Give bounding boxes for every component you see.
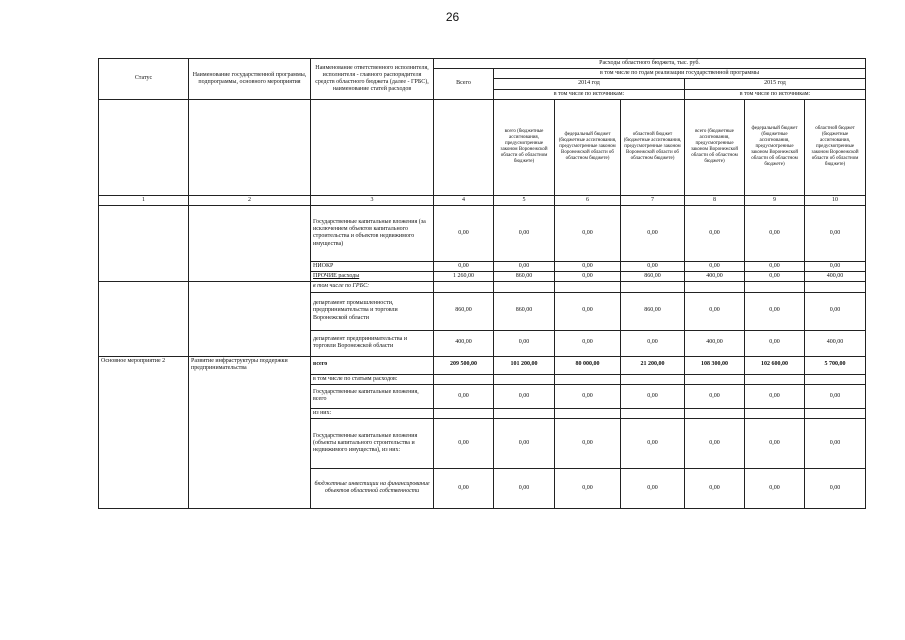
cell-value: 0,00 <box>745 272 805 282</box>
header-status: Статус <box>99 59 189 100</box>
header-col9: федеральный бюджет (бюджетные ассигнования, предусмотренные законом Воронежской области об областном бюджете) <box>745 99 805 195</box>
cell-value: 400,00 <box>434 330 494 356</box>
col-number: 1 <box>99 195 189 205</box>
cell-value: 0,00 <box>555 205 621 261</box>
table-row <box>99 282 866 292</box>
header-year-2015: 2015 год <box>685 79 866 89</box>
row-label: ПРОЧИЕ расходы <box>311 272 434 282</box>
cell-value: 860,00 <box>494 292 555 330</box>
cell-value: 0,00 <box>494 205 555 261</box>
row-label: Государственные капитальные вложения, всего <box>311 384 434 408</box>
row-label: всего <box>311 356 434 374</box>
col-number: 4 <box>434 195 494 205</box>
cell-value: 400,00 <box>805 330 866 356</box>
cell-value: 0,00 <box>745 418 805 468</box>
cell-value: 0,00 <box>494 330 555 356</box>
cell-value: 0,00 <box>685 468 745 508</box>
cell-value: 0,00 <box>555 468 621 508</box>
header-program-name: Наименование государственной программы, подпрограммы, основного мероприятия <box>189 59 311 100</box>
cell-value: 400,00 <box>685 272 745 282</box>
cell-value: 0,00 <box>805 292 866 330</box>
row-label: в том числе по ГРБС: <box>311 282 434 292</box>
table-row <box>99 356 866 374</box>
cell-value: 400,00 <box>805 272 866 282</box>
row-label: департамент промышленности, предпринимательства и торговли Воронежской области <box>311 292 434 330</box>
row-label: НИОКР <box>311 261 434 271</box>
table-row <box>99 205 866 261</box>
cell-value: 0,00 <box>621 261 685 271</box>
col-number: 7 <box>621 195 685 205</box>
row-label: в том числе по статьям расходов: <box>311 374 434 384</box>
cell-value: 0,00 <box>621 418 685 468</box>
cell-value: 0,00 <box>434 261 494 271</box>
cell-value: 1 260,00 <box>434 272 494 282</box>
col-number: 5 <box>494 195 555 205</box>
cell-value: 0,00 <box>621 205 685 261</box>
cell-value: 0,00 <box>745 261 805 271</box>
col-number: 10 <box>805 195 866 205</box>
cell-value: 0,00 <box>494 384 555 408</box>
header-col10: областной бюджет (бюджетные ассигнования, предусмотренные законом Воронежской области об областном бюджете) <box>805 99 866 195</box>
cell-value: 0,00 <box>685 261 745 271</box>
cell-value: 0,00 <box>494 261 555 271</box>
cell-value: 860,00 <box>494 272 555 282</box>
cell-value: 860,00 <box>621 292 685 330</box>
header-year-2014: 2014 год <box>494 79 685 89</box>
cell-value: 0,00 <box>621 330 685 356</box>
header-by-years: в том числе по годам реализации государственной программы <box>494 69 866 79</box>
cell-value: 102 600,00 <box>745 356 805 374</box>
status-cell: Основное мероприятие 2 <box>99 356 189 508</box>
header-executor: Наименование ответственного исполнителя, исполнителя - главного распорядителя средств областного бюджета (далее - ГРБС), наименование статей расходов <box>311 59 434 100</box>
cell-value: 0,00 <box>745 384 805 408</box>
cell-value: 0,00 <box>555 330 621 356</box>
cell-value: 0,00 <box>494 418 555 468</box>
cell-value: 0,00 <box>745 292 805 330</box>
cell-value: 0,00 <box>745 205 805 261</box>
header-col8: всего (бюджетные ассигнования, предусмотренные законом Воронежской области об областном бюджете) <box>685 99 745 195</box>
header-col5: всего (бюджетные ассигнования, предусмотренные законом Воронежской области об областном бюджете) <box>494 99 555 195</box>
cell-value: 0,00 <box>621 468 685 508</box>
cell-value: 860,00 <box>434 292 494 330</box>
cell-value: 0,00 <box>494 468 555 508</box>
cell-value: 0,00 <box>555 292 621 330</box>
cell-value: 0,00 <box>745 468 805 508</box>
row-label: департамент предпринимательства и торговли Воронежской области <box>311 330 434 356</box>
cell-value: 0,00 <box>434 418 494 468</box>
col-number: 3 <box>311 195 434 205</box>
header-col7: областной бюджет (бюджетные ассигнования, предусмотренные законом Воронежской области об областном бюджете) <box>621 99 685 195</box>
header-total: Всего <box>434 69 494 100</box>
cell-value: 0,00 <box>434 468 494 508</box>
row-label: из них: <box>311 408 434 418</box>
cell-value: 0,00 <box>805 418 866 468</box>
header-sources-2014: в том числе по источникам: <box>494 89 685 99</box>
cell-value: 21 200,00 <box>621 356 685 374</box>
cell-value: 0,00 <box>434 205 494 261</box>
col-number: 8 <box>685 195 745 205</box>
budget-table <box>98 58 866 509</box>
cell-value: 0,00 <box>805 468 866 508</box>
cell-value: 0,00 <box>805 384 866 408</box>
program-cell: Развитие инфраструктуры поддержки предпринимательства <box>189 356 311 508</box>
cell-value: 0,00 <box>434 384 494 408</box>
cell-value: 0,00 <box>685 418 745 468</box>
cell-value: 108 300,00 <box>685 356 745 374</box>
cell-value: 101 200,00 <box>494 356 555 374</box>
row-label: бюджетные инвестиции на финансирование объектов областной собственности <box>311 468 434 508</box>
cell-value: 0,00 <box>555 418 621 468</box>
cell-value: 860,00 <box>621 272 685 282</box>
header-budget-title: Расходы областного бюджета, тыс. руб. <box>434 59 866 69</box>
header-col6: федеральный бюджет (бюджетные ассигнования, предусмотренные законом Воронежской области об областном бюджете) <box>555 99 621 195</box>
cell-value: 0,00 <box>805 261 866 271</box>
row-label: Государственные капитальные вложения (объекты капитального строительства и недвижимого имущества), из них: <box>311 418 434 468</box>
cell-value: 0,00 <box>805 205 866 261</box>
col-number: 9 <box>745 195 805 205</box>
cell-value: 0,00 <box>685 205 745 261</box>
page-number: 26 <box>445 10 460 24</box>
cell-value: 0,00 <box>621 384 685 408</box>
cell-value: 0,00 <box>555 384 621 408</box>
header-sources-2015: в том числе по источникам: <box>685 89 866 99</box>
col-number: 6 <box>555 195 621 205</box>
cell-value: 0,00 <box>555 261 621 271</box>
cell-value: 80 000,00 <box>555 356 621 374</box>
cell-value: 400,00 <box>685 330 745 356</box>
cell-value: 0,00 <box>555 272 621 282</box>
cell-value: 0,00 <box>745 330 805 356</box>
col-number: 2 <box>189 195 311 205</box>
cell-value: 0,00 <box>685 292 745 330</box>
cell-value: 5 700,00 <box>805 356 866 374</box>
cell-value: 209 500,00 <box>434 356 494 374</box>
column-number-row <box>99 195 866 205</box>
row-label: Государственные капитальные вложения (за исключением объектов капитального строительства и объектов недвижимого имущества) <box>311 205 434 261</box>
cell-value: 0,00 <box>685 384 745 408</box>
